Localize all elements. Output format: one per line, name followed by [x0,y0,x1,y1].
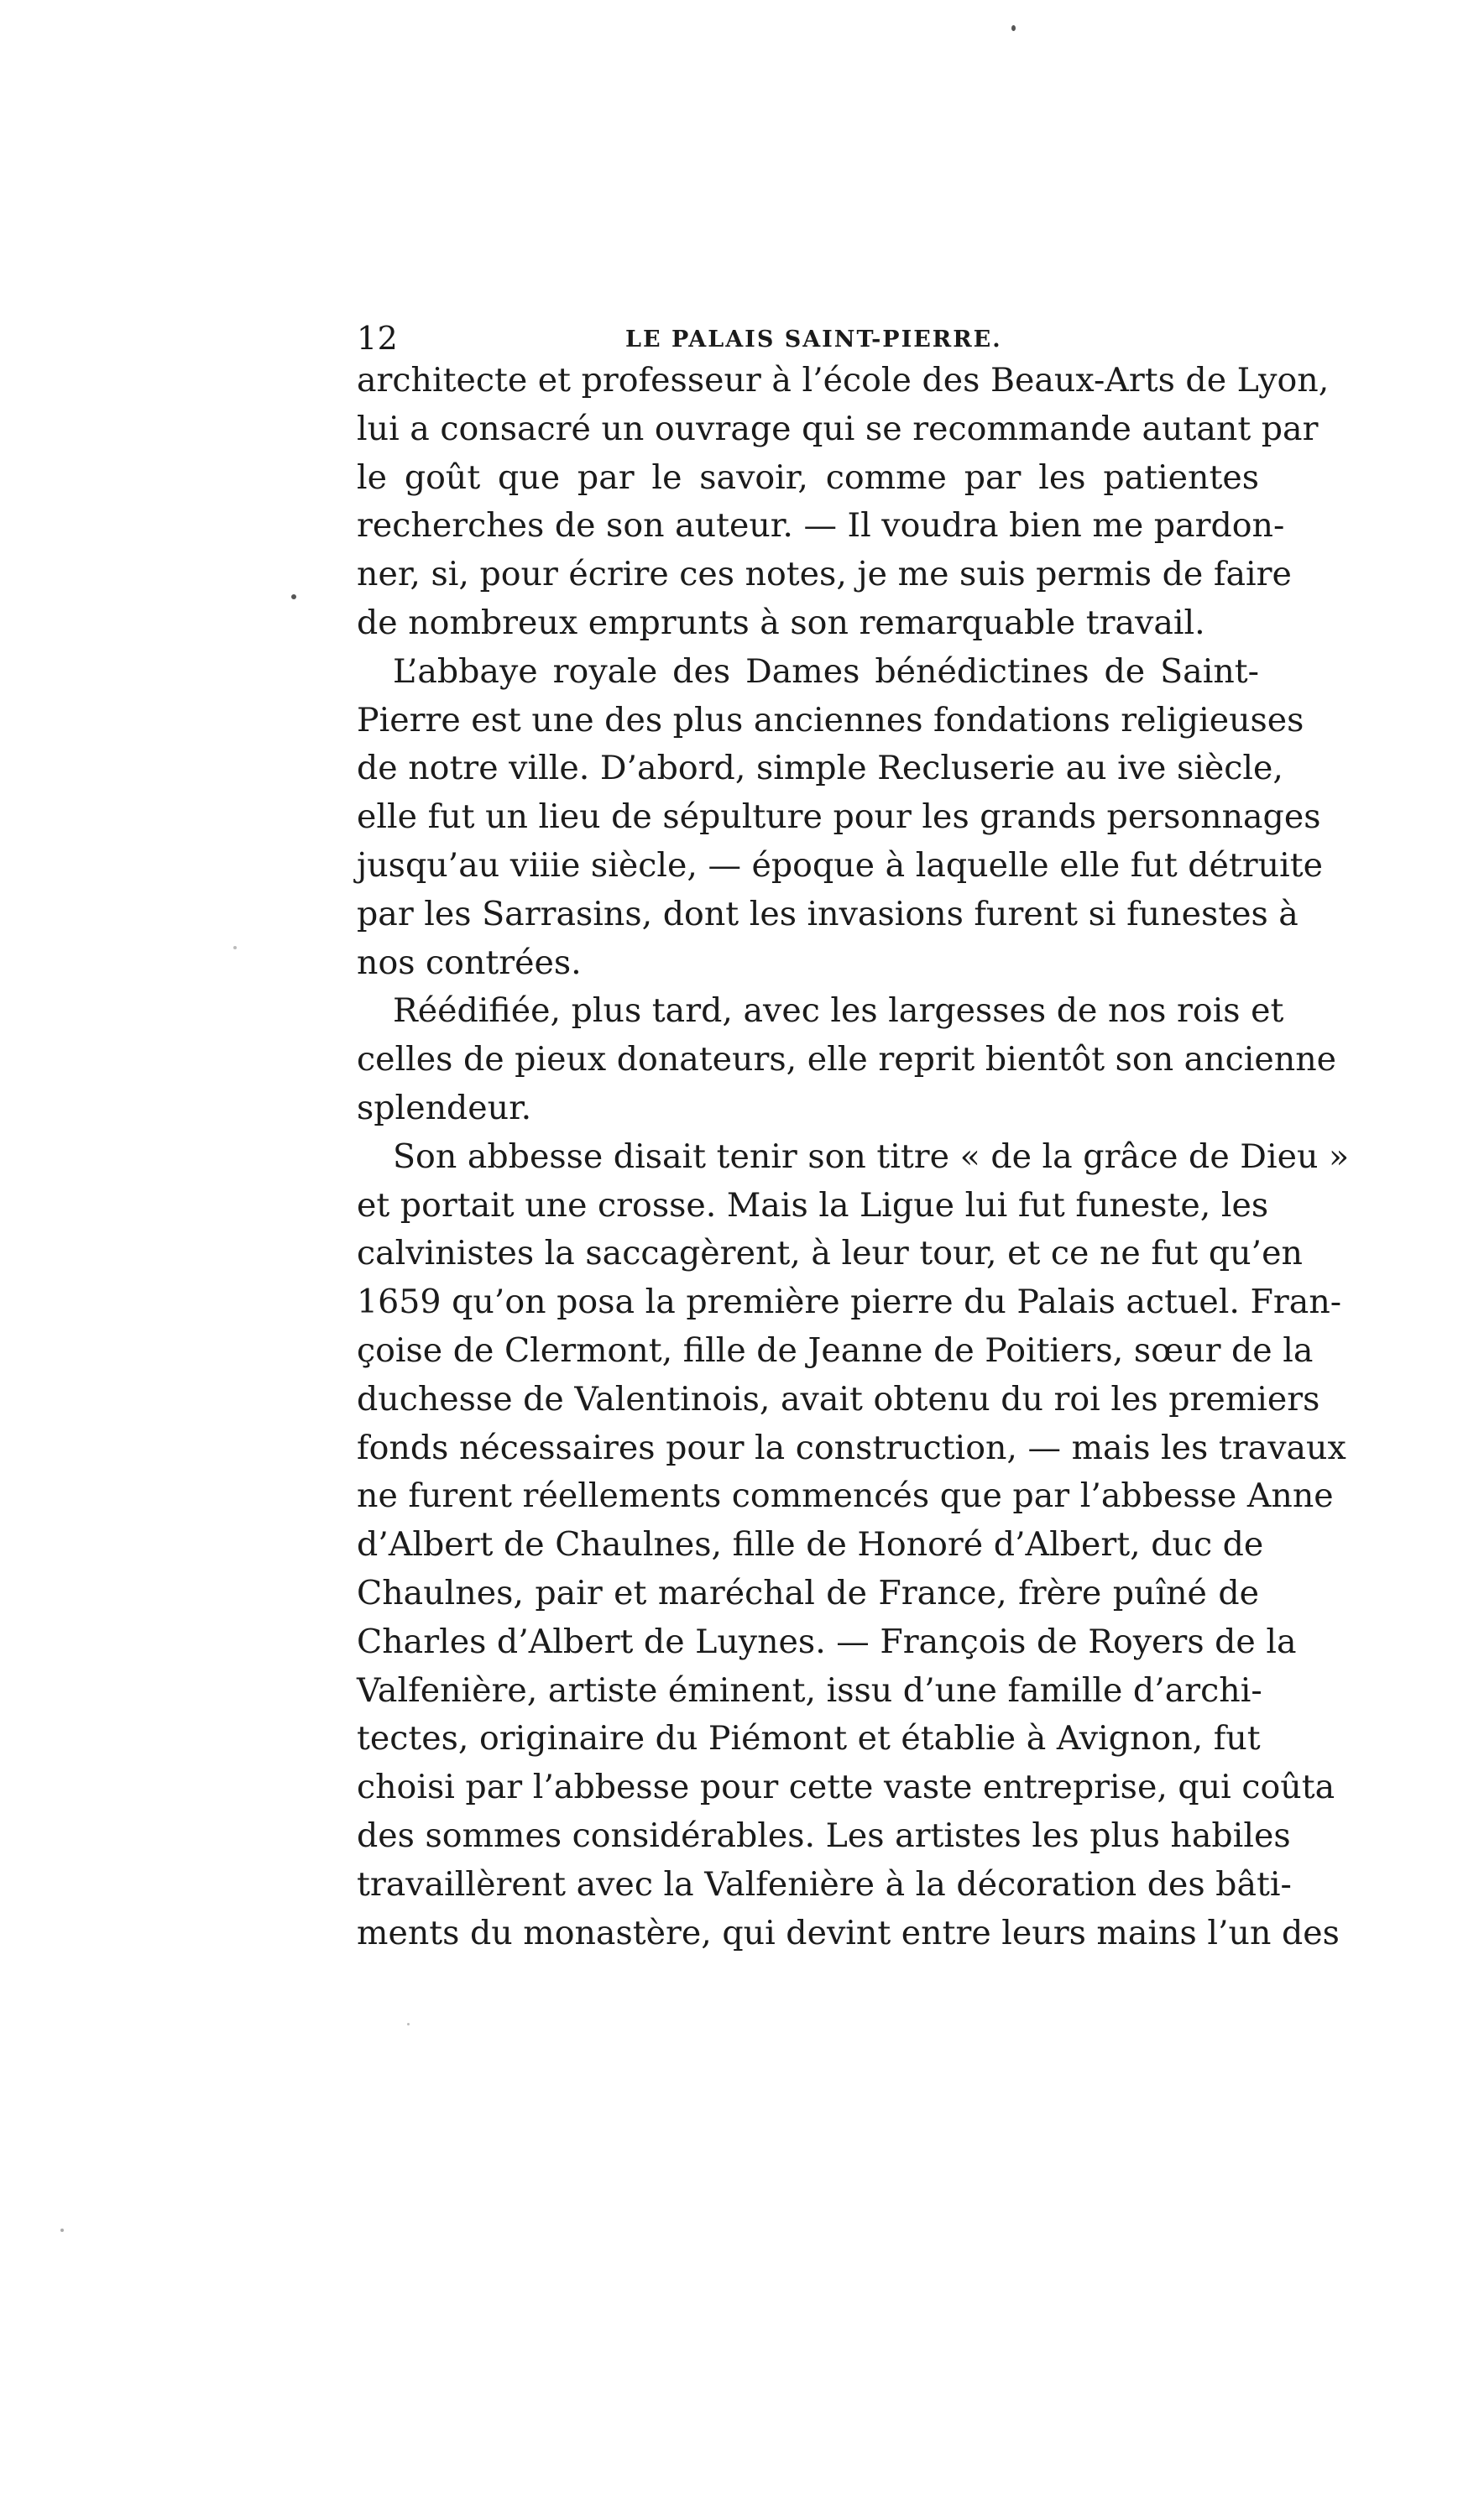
text-line: travaillèrent avec la Valfenière à la décoration des bâti- [357,1864,1292,1904]
text-line: duchesse de Valentinois, avait obtenu du roi les premiers [357,1379,1320,1419]
text-line: et portait une crosse. Mais la Ligue lui fut funeste, les [357,1185,1269,1225]
text-line: elle fut un lieu de sépulture pour les grands personnages [357,797,1321,837]
text-line: calvinistes la saccagèrent, à leur tour, et ce ne fut qu’en [357,1234,1303,1273]
ink-speck [407,2023,410,2025]
page-number: 12 [357,320,399,357]
text-line: 1659 qu’on posa la première pierre du Palais actuel. Fran- [357,1283,1342,1322]
text-line: architecte et professeur à l’école des Beaux-Arts de Lyon, [357,361,1330,400]
text-line: d’Albert de Chaulnes, fille de Honoré d’Albert, duc de [357,1525,1264,1565]
text-line: Pierre est une des plus anciennes fondations religieuses [357,700,1304,739]
text-line: lui a consacré un ouvrage qui se recommande autant par [357,409,1319,448]
text-line: celles de pieux donateurs, elle reprit bientôt son ancienne [357,1040,1337,1079]
ink-speck [1011,25,1016,31]
text-line: Chaulnes, pair et maréchal de France, frère puîné de [357,1573,1259,1612]
text-line: choisi par l’abbesse pour cette vaste entreprise, qui coûta [357,1768,1335,1807]
text-line: Valfenière, artiste éminent, issu d’une famille d’archi- [357,1670,1262,1710]
paragraph-2 [357,648,1323,988]
text-line: jusqu’au viiie siècle, — époque à laquelle elle fut détruite [357,845,1323,885]
text-line: par les Sarrasins, dont les invasions furent si funestes à [357,894,1298,933]
text-line: çoise de Clermont, fille de Jeanne de Poitiers, sœur de la [357,1330,1314,1370]
text-line: ments du monastère, qui devint entre leurs mains l’un des [357,1913,1340,1952]
paragraph-1 [357,357,1330,648]
text-line: splendeur. [357,1088,532,1127]
text-line: L’abbaye royale des Dames bénédictines de Saint- [393,651,1259,691]
paragraph-3 [357,987,1337,1132]
text-line: recherches de son auteur. — Il voudra bien me pardon- [357,506,1285,546]
text-line: Charles d’Albert de Luynes. — François de Royers de la [357,1622,1297,1661]
body-text [357,357,1350,1957]
ink-speck [60,2229,64,2232]
text-line: des sommes considérables. Les artistes les plus habiles [357,1816,1291,1855]
text-line: ne furent réellements commencés que par l’abbesse Anne [357,1476,1334,1516]
text-line: le goût que par le savoir, comme par les patientes [357,457,1259,497]
text-line: ner, si, pour écrire ces notes, je me suis permis de faire [357,555,1292,594]
text-line: Réédifiée, plus tard, avec les largesses de nos rois et [393,991,1284,1031]
paragraph-4 [357,1133,1350,1958]
ink-speck [291,594,296,599]
running-head [357,317,1255,359]
text-line: tectes, originaire du Piémont et établie à Avignon, fut [357,1719,1261,1759]
text-line: nos contrées. [357,943,582,982]
text-line: de notre ville. D’abord, simple Recluserie au ive siècle, [357,749,1283,788]
text-line: de nombreux emprunts à son remarquable travail. [357,603,1205,642]
running-title: LE PALAIS SAINT-PIERRE. [625,327,1002,353]
ink-speck [233,946,237,949]
text-line: Son abbesse disait tenir son titre « de la grâce de Dieu » [393,1137,1350,1176]
text-line: fonds nécessaires pour la construction, — mais les travaux [357,1428,1346,1467]
